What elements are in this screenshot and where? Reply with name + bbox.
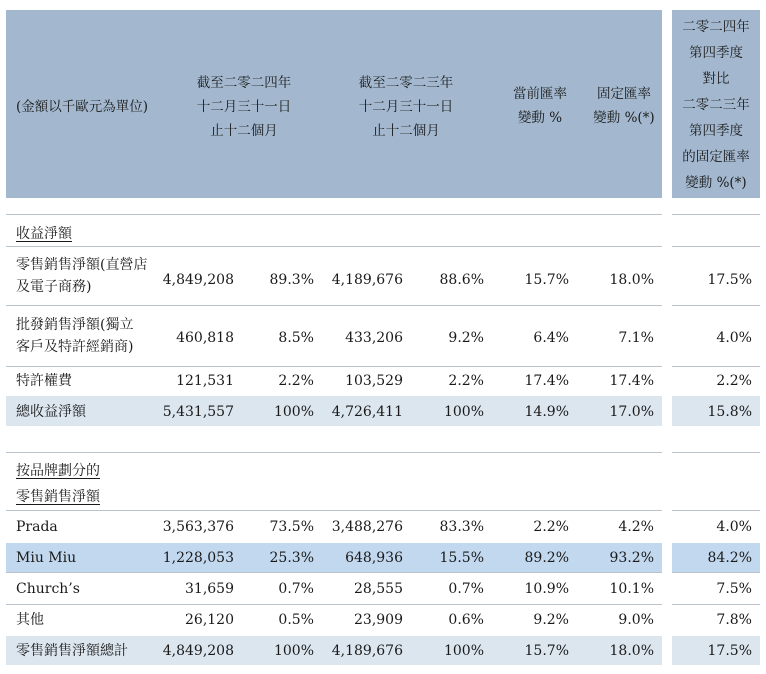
- divider: [6, 604, 662, 605]
- row-label: 零售銷售淨額(直營店 及電子商務): [16, 257, 148, 295]
- divider: [672, 572, 760, 573]
- header-current-fx: 當前匯率 變動 %: [513, 86, 567, 126]
- cell-constant-fx: 93.2%: [609, 550, 654, 566]
- cell-2024-value: 4,849,208: [162, 272, 234, 288]
- divider: [6, 572, 662, 573]
- cell-current-fx: 10.9%: [524, 581, 569, 597]
- cell-2023-pct: 88.6%: [439, 272, 484, 288]
- cell-2023-value: 648,936: [345, 550, 403, 566]
- divider: [672, 604, 760, 605]
- cell-2023-value: 4,189,676: [331, 643, 403, 659]
- cell-q4: 2.2%: [716, 373, 752, 389]
- section-title-revenue: 收益淨額: [16, 226, 72, 242]
- cell-2023-pct: 2.2%: [448, 373, 484, 389]
- cell-2024-value: 460,818: [176, 330, 234, 346]
- cell-2023-pct: 83.3%: [439, 519, 484, 535]
- cell-2024-pct: 0.5%: [278, 612, 314, 628]
- cell-q4: 15.8%: [707, 404, 752, 420]
- divider: [6, 366, 662, 367]
- divider: [6, 510, 662, 511]
- cell-2023-value: 4,726,411: [331, 404, 403, 420]
- cell-2023-pct: 0.6%: [448, 612, 484, 628]
- cell-2023-value: 433,206: [345, 330, 403, 346]
- cell-2023-pct: 100%: [443, 404, 484, 420]
- divider: [6, 305, 662, 306]
- row-label: 其他: [16, 612, 44, 628]
- cell-current-fx: 17.4%: [524, 373, 569, 389]
- row-label: Church’s: [16, 581, 80, 597]
- divider: [6, 214, 662, 215]
- cell-constant-fx: 18.0%: [609, 272, 654, 288]
- cell-q4: 4.0%: [716, 519, 752, 535]
- total-row-label: 零售銷售淨額總計: [16, 643, 128, 659]
- cell-2024-pct: 100%: [273, 404, 314, 420]
- divider: [6, 246, 662, 247]
- header-q4: 二零二四年 第四季度 對比 二零二三年 第四季度 的固定匯率 變動 %(*): [682, 19, 750, 191]
- cell-current-fx: 6.4%: [533, 330, 569, 346]
- cell-q4: 7.8%: [716, 612, 752, 628]
- cell-2024-value: 31,659: [185, 581, 234, 597]
- cell-2024-value: 3,563,376: [162, 519, 234, 535]
- cell-2024-value: 4,849,208: [162, 643, 234, 659]
- cell-q4: 4.0%: [716, 330, 752, 346]
- divider: [672, 246, 760, 247]
- cell-2023-value: 23,909: [354, 612, 403, 628]
- cell-2023-pct: 100%: [443, 643, 484, 659]
- cell-2024-value: 26,120: [185, 612, 234, 628]
- cell-2023-pct: 0.7%: [448, 581, 484, 597]
- cell-2023-value: 3,488,276: [331, 519, 403, 535]
- divider: [672, 214, 760, 215]
- cell-current-fx: 15.7%: [524, 643, 569, 659]
- cell-2024-pct: 25.3%: [269, 550, 314, 566]
- cell-constant-fx: 17.0%: [609, 404, 654, 420]
- row-label: 批發銷售淨額(獨立 客戶及特許經銷商): [16, 317, 134, 355]
- header-2024: 截至二零二四年 十二月三十一日 止十二個月: [196, 75, 292, 139]
- cell-2023-pct: 9.2%: [448, 330, 484, 346]
- cell-2023-value: 4,189,676: [331, 272, 403, 288]
- cell-current-fx: 2.2%: [533, 519, 569, 535]
- cell-constant-fx: 4.2%: [618, 519, 654, 535]
- cell-2023-value: 103,529: [345, 373, 403, 389]
- header-2023: 截至二零二三年 十二月三十一日 止十二個月: [358, 75, 454, 139]
- cell-q4: 84.2%: [707, 550, 752, 566]
- cell-2024-value: 1,228,053: [162, 550, 234, 566]
- cell-q4: 17.5%: [707, 643, 752, 659]
- cell-constant-fx: 18.0%: [609, 643, 654, 659]
- cell-2024-pct: 73.5%: [269, 519, 314, 535]
- cell-current-fx: 9.2%: [533, 612, 569, 628]
- cell-constant-fx: 17.4%: [609, 373, 654, 389]
- cell-current-fx: 14.9%: [524, 404, 569, 420]
- divider: [6, 452, 662, 453]
- header-constant-fx: 固定匯率 變動 %(*): [593, 86, 655, 126]
- row-label: Miu Miu: [16, 550, 77, 566]
- total-row-label: 總收益淨額: [16, 404, 86, 420]
- cell-2023-pct: 15.5%: [439, 550, 484, 566]
- divider: [672, 510, 760, 511]
- cell-q4: 17.5%: [707, 272, 752, 288]
- cell-2024-pct: 100%: [273, 643, 314, 659]
- row-label: Prada: [16, 519, 58, 535]
- divider: [672, 305, 760, 306]
- unit-label: (金額以千歐元為單位): [16, 99, 149, 115]
- cell-q4: 7.5%: [716, 581, 752, 597]
- divider: [672, 452, 760, 453]
- cell-2024-pct: 2.2%: [278, 373, 314, 389]
- row-label: 特許權費: [16, 373, 72, 389]
- cell-constant-fx: 7.1%: [618, 330, 654, 346]
- cell-2024-value: 121,531: [176, 373, 234, 389]
- cell-2024-pct: 8.5%: [278, 330, 314, 346]
- cell-2023-value: 28,555: [354, 581, 403, 597]
- cell-2024-pct: 89.3%: [269, 272, 314, 288]
- cell-current-fx: 89.2%: [524, 550, 569, 566]
- cell-2024-pct: 0.7%: [278, 581, 314, 597]
- cell-constant-fx: 10.1%: [609, 581, 654, 597]
- cell-current-fx: 15.7%: [524, 272, 569, 288]
- divider: [672, 366, 760, 367]
- section-title-brand: 按品牌劃分的 零售銷售淨額: [16, 463, 100, 505]
- cell-constant-fx: 9.0%: [618, 612, 654, 628]
- cell-2024-value: 5,431,557: [162, 404, 234, 420]
